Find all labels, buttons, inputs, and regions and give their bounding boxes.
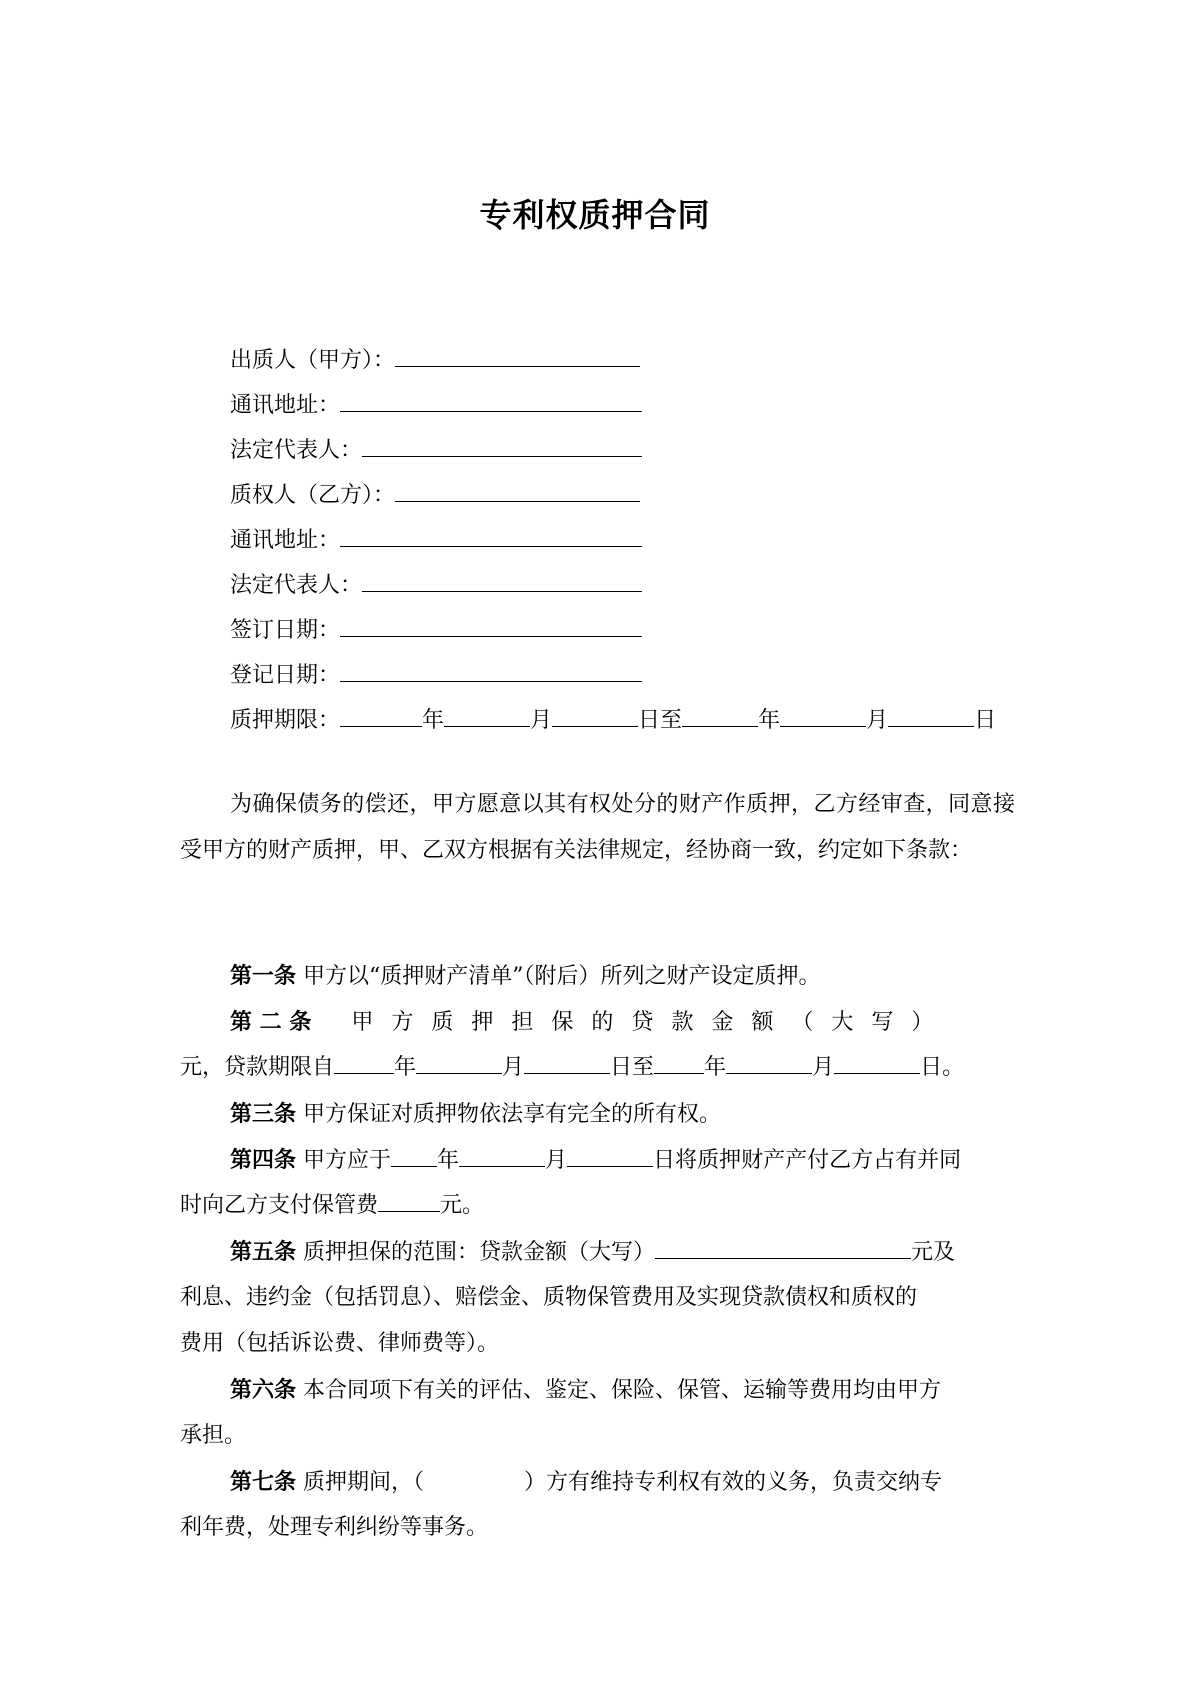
field-blank[interactable] (362, 569, 642, 592)
intro-paragraph: 为确保债务的偿还，甲方愿意以其有权处分的财产作质押，乙方经审查，同意接受甲方的财产质押，甲、乙双方根据有关法律规定，经协商一致，约定如下条款： (180, 792, 1015, 863)
field-label: 通讯地址： (230, 393, 341, 418)
field-legal-rep-2 (230, 569, 642, 599)
blank-month[interactable] (780, 704, 866, 727)
article-heading: 第三条 (230, 1101, 297, 1127)
blank-amount[interactable] (655, 1236, 911, 1259)
blank-day[interactable] (567, 1144, 653, 1167)
field-legal-rep-1 (230, 434, 642, 464)
field-register-date (230, 659, 642, 689)
blank-year[interactable] (340, 704, 422, 727)
article-heading: 第六条 (230, 1377, 297, 1403)
field-pledgee (230, 479, 640, 509)
blank-day[interactable] (888, 704, 974, 727)
article-heading: 第五条 (230, 1239, 297, 1265)
blank-year[interactable] (334, 1051, 394, 1074)
field-label: 出质人（甲方）： (230, 348, 396, 373)
article-6-cont: 承担。 (180, 1423, 247, 1448)
blank-day[interactable] (552, 704, 638, 727)
article-4: 第四条 甲方应于 年 月 日将质押财产产付乙方占有并同 (180, 1137, 1015, 1184)
article-2: 第 二 条 甲方质押担保的贷款金额（大写） (230, 1009, 952, 1035)
article-5: 第五条 质押担保的范围：贷款金额（大写） 元及 (180, 1229, 1015, 1276)
blank-month[interactable] (726, 1051, 812, 1074)
blank-day[interactable] (524, 1051, 610, 1074)
field-blank[interactable] (362, 434, 642, 457)
blank-year[interactable] (391, 1144, 437, 1167)
field-address-2 (230, 524, 642, 554)
field-pledgor (230, 344, 640, 374)
document-title: 专利权质押合同 (479, 196, 711, 234)
field-label: 法定代表人： (230, 573, 363, 598)
field-blank[interactable] (340, 389, 642, 412)
article-5-cont-2: 费用（包括诉讼费、律师费等）。 (180, 1331, 500, 1356)
article-heading: 第四条 (230, 1147, 297, 1173)
field-label: 法定代表人： (230, 438, 363, 463)
article-4-cont: 时向乙方支付保管费 元。 (180, 1183, 1015, 1229)
article-6: 第六条 本合同项下有关的评估、鉴定、保险、保管、运输等费用均由甲方 (230, 1377, 942, 1403)
field-blank[interactable] (340, 524, 642, 547)
field-blank[interactable] (340, 659, 642, 682)
field-blank[interactable] (395, 479, 640, 502)
field-address-1 (230, 389, 642, 419)
blank-month[interactable] (416, 1051, 502, 1074)
article-heading: 第一条 (230, 963, 297, 989)
field-blank[interactable] (340, 614, 642, 637)
article-1: 第一条 甲方以“质押财产清单”（附后）所列之财产设定质押。 (230, 963, 821, 989)
field-pledge-term: 质押期限： 年 月 日至 年 月 日 (230, 704, 996, 734)
article-3: 第三条 甲方保证对质押物依法享有完全的所有权。 (230, 1101, 722, 1127)
field-blank[interactable] (395, 344, 640, 367)
field-label: 签订日期： (230, 618, 341, 643)
blank-month[interactable] (459, 1144, 545, 1167)
field-label: 登记日期： (230, 663, 341, 688)
blank-year[interactable] (682, 704, 758, 727)
article-heading: 第 二 条 (230, 1009, 312, 1035)
field-label: 质权人（乙方）： (230, 483, 396, 508)
field-label: 质押期限： (230, 708, 341, 733)
blank-month[interactable] (444, 704, 530, 727)
article-5-cont-1: 利息、违约金（包括罚息）、赔偿金、质物保管费用及实现贷款债权和质权的 (180, 1285, 918, 1310)
article-7-cont: 利年费，处理专利纠纷等事务。 (180, 1515, 489, 1540)
blank-year[interactable] (654, 1051, 704, 1074)
article-2-cont: 元，贷款期限自 年 月 日至 年 月 日。 (180, 1045, 1015, 1091)
field-sign-date (230, 614, 642, 644)
blank-day[interactable] (834, 1051, 920, 1074)
field-label: 通讯地址： (230, 528, 341, 553)
article-7: 第七条 质押期间，（ ）方有维持专利权有效的义务，负责交纳专 (230, 1469, 943, 1495)
blank-fee[interactable] (378, 1189, 440, 1212)
article-heading: 第七条 (230, 1469, 297, 1495)
